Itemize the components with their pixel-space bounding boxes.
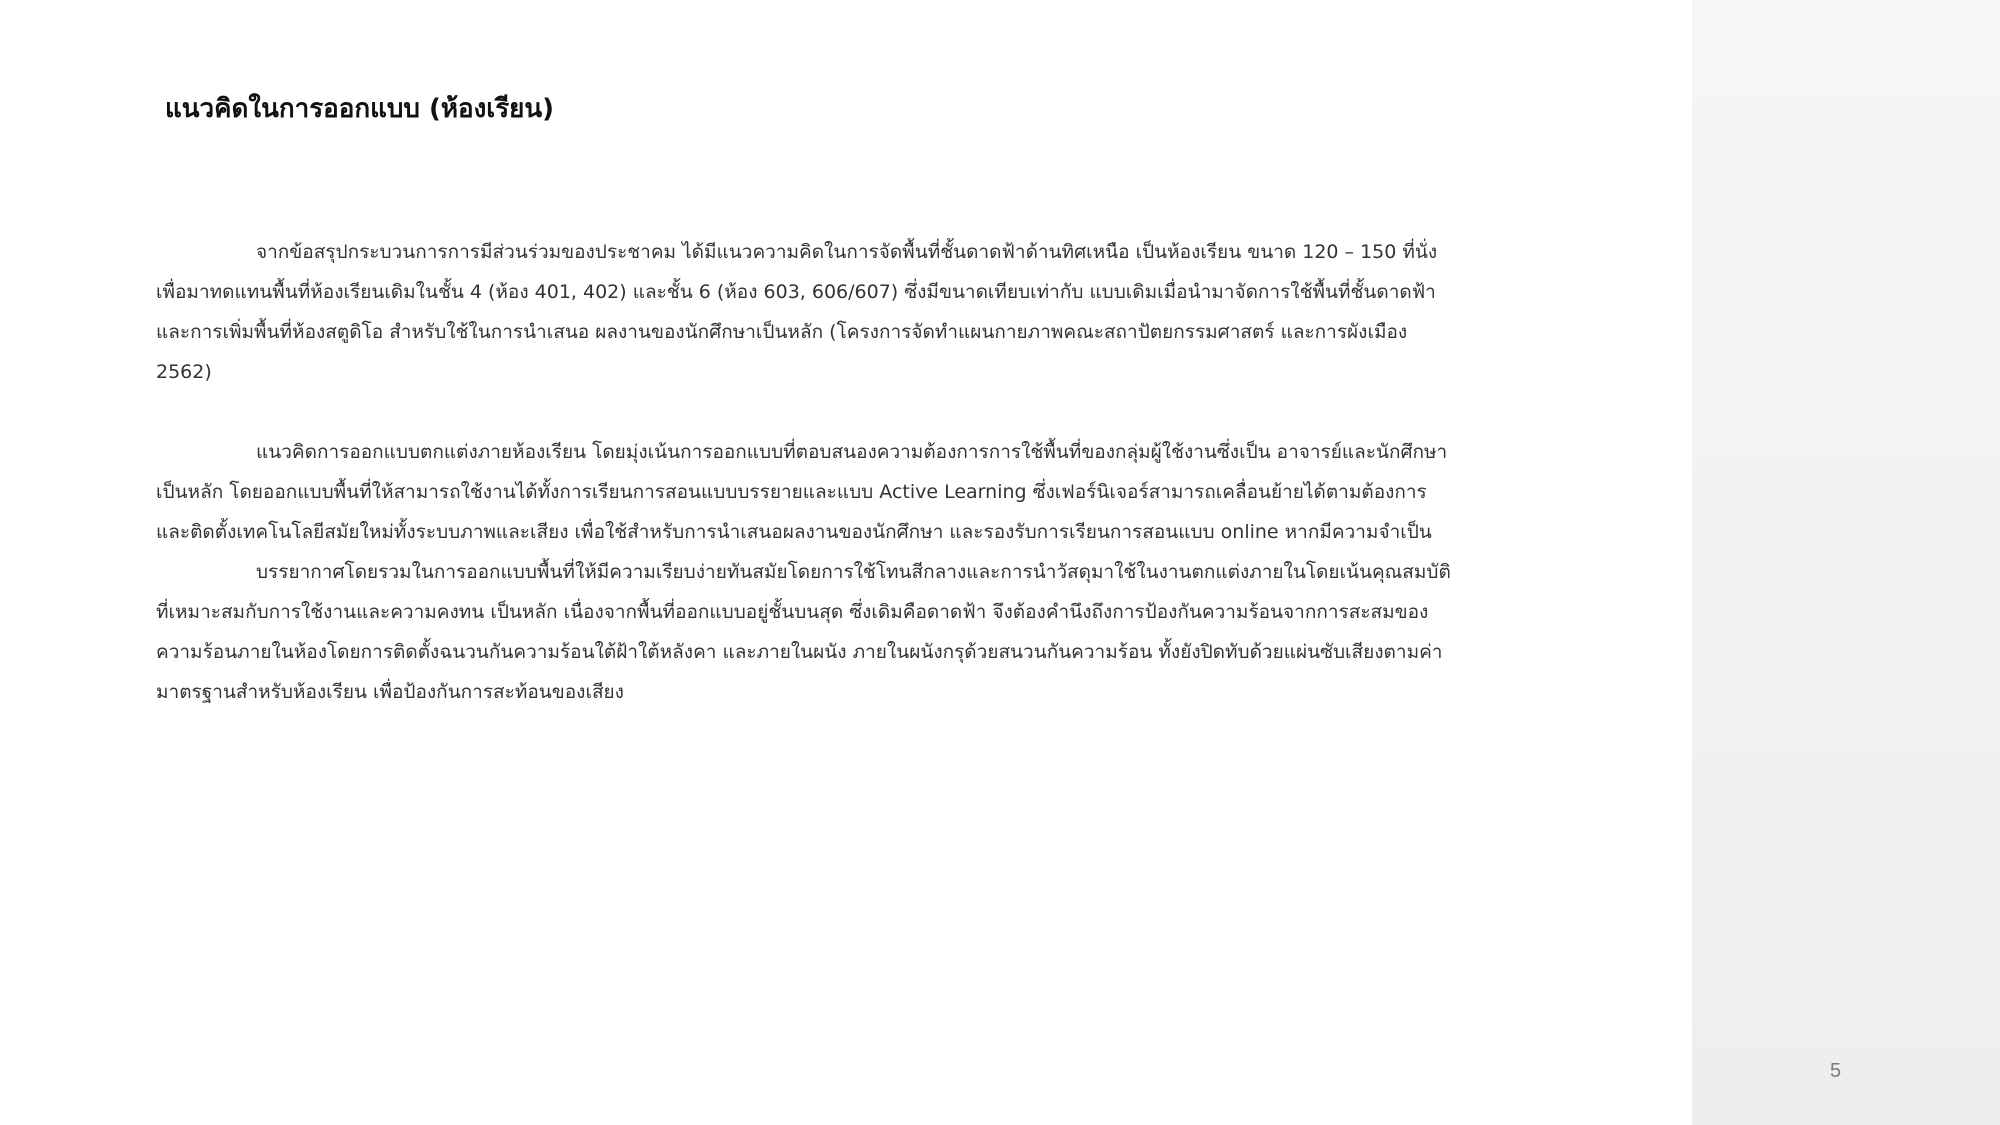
side-panel [1692,0,2000,1125]
paragraph-1: จากข้อสรุปกระบวนการการมีส่วนร่วมของประชาคม ได้มีแนวความคิดในการจัดพื้นที่ชั้นดาดฟ้าด้านทิศเหนือ เป็นห้องเรียน ขนาด 120 – 150 ที่นั่ง เพื่อมาทดแทนพื้นที่ห้องเรียนเดิมในชั้น 4 (ห้อง 401, 402) และชั้น 6 (ห้อง 603, 606/607) ซึ่งมีขนาดเทียบเท่ากับ แบบเดิมเมื่อนำมาจัดการใช้พื้นที่ชั้นดาดฟ้า และการเพิ่มพื้นที่ห้องสตูดิโอ สำหรับใช้ในการนำเสนอ ผลงานของนักศึกษาเป็นหลัก (โครงการจัดทำแผนกายภาพคณะสถาปัตยกรรมศาสตร์ และการผังเมือง 2562) [156,241,1438,383]
slide-title: แนวคิดในการออกแบบ (ห้องเรียน) [165,94,555,124]
slide-body [156,232,1456,712]
page-number: 5 [1830,1060,1842,1082]
paragraph-2: แนวคิดการออกแบบตกแต่งภายห้องเรียน โดยมุ่งเน้นการออกแบบที่ตอบสนองความต้องการการใช้พื้นที่ของกลุ่มผู้ใช้งานซึ่งเป็น อาจารย์และนักศึกษาเป็นหลัก โดยออกแบบพื้นที่ให้สามารถใช้งานได้ทั้งการเรียนการสอนแบบบรรยายและแบบ Active Learning ซึ่งเฟอร์นิเจอร์สามารถเคลื่อนย้ายได้ตามต้องการ และติดตั้งเทคโนโลยีสมัยใหม่ทั้งระบบภาพและเสียง เพื่อใช้สำหรับการนำเสนอผลงานของนักศึกษา และรองรับการเรียนการสอนแบบ online หากมีความจำเป็น [156,441,1448,543]
paragraph-3: บรรยากาศโดยรวมในการออกแบบพื้นที่ให้มีความเรียบง่ายทันสมัยโดยการใช้โทนสีกลางและการนำวัสดุมาใช้ในงานตกแต่งภายในโดยเน้นคุณสมบัติที่เหมาะสมกับการใช้งานและความคงทน เป็นหลัก เนื่องจากพื้นที่ออกแบบอยู่ชั้นบนสุด ซึ่งเดิมคือดาดฟ้า จึงต้องคำนึงถึงการป้องกันความร้อนจากการสะสมของความร้อนภายในห้องโดยการติดตั้งฉนวนกันความร้อนใต้ฝ้าใต้หลังคา และภายในผนัง ภายในผนังกรุด้วยสนวนกันความร้อน ทั้งยังปิดทับด้วยแผ่นซับเสียงตามค่ามาตรฐานสำหรับห้องเรียน เพื่อป้องกันการสะท้อนของเสียง [156,561,1451,703]
